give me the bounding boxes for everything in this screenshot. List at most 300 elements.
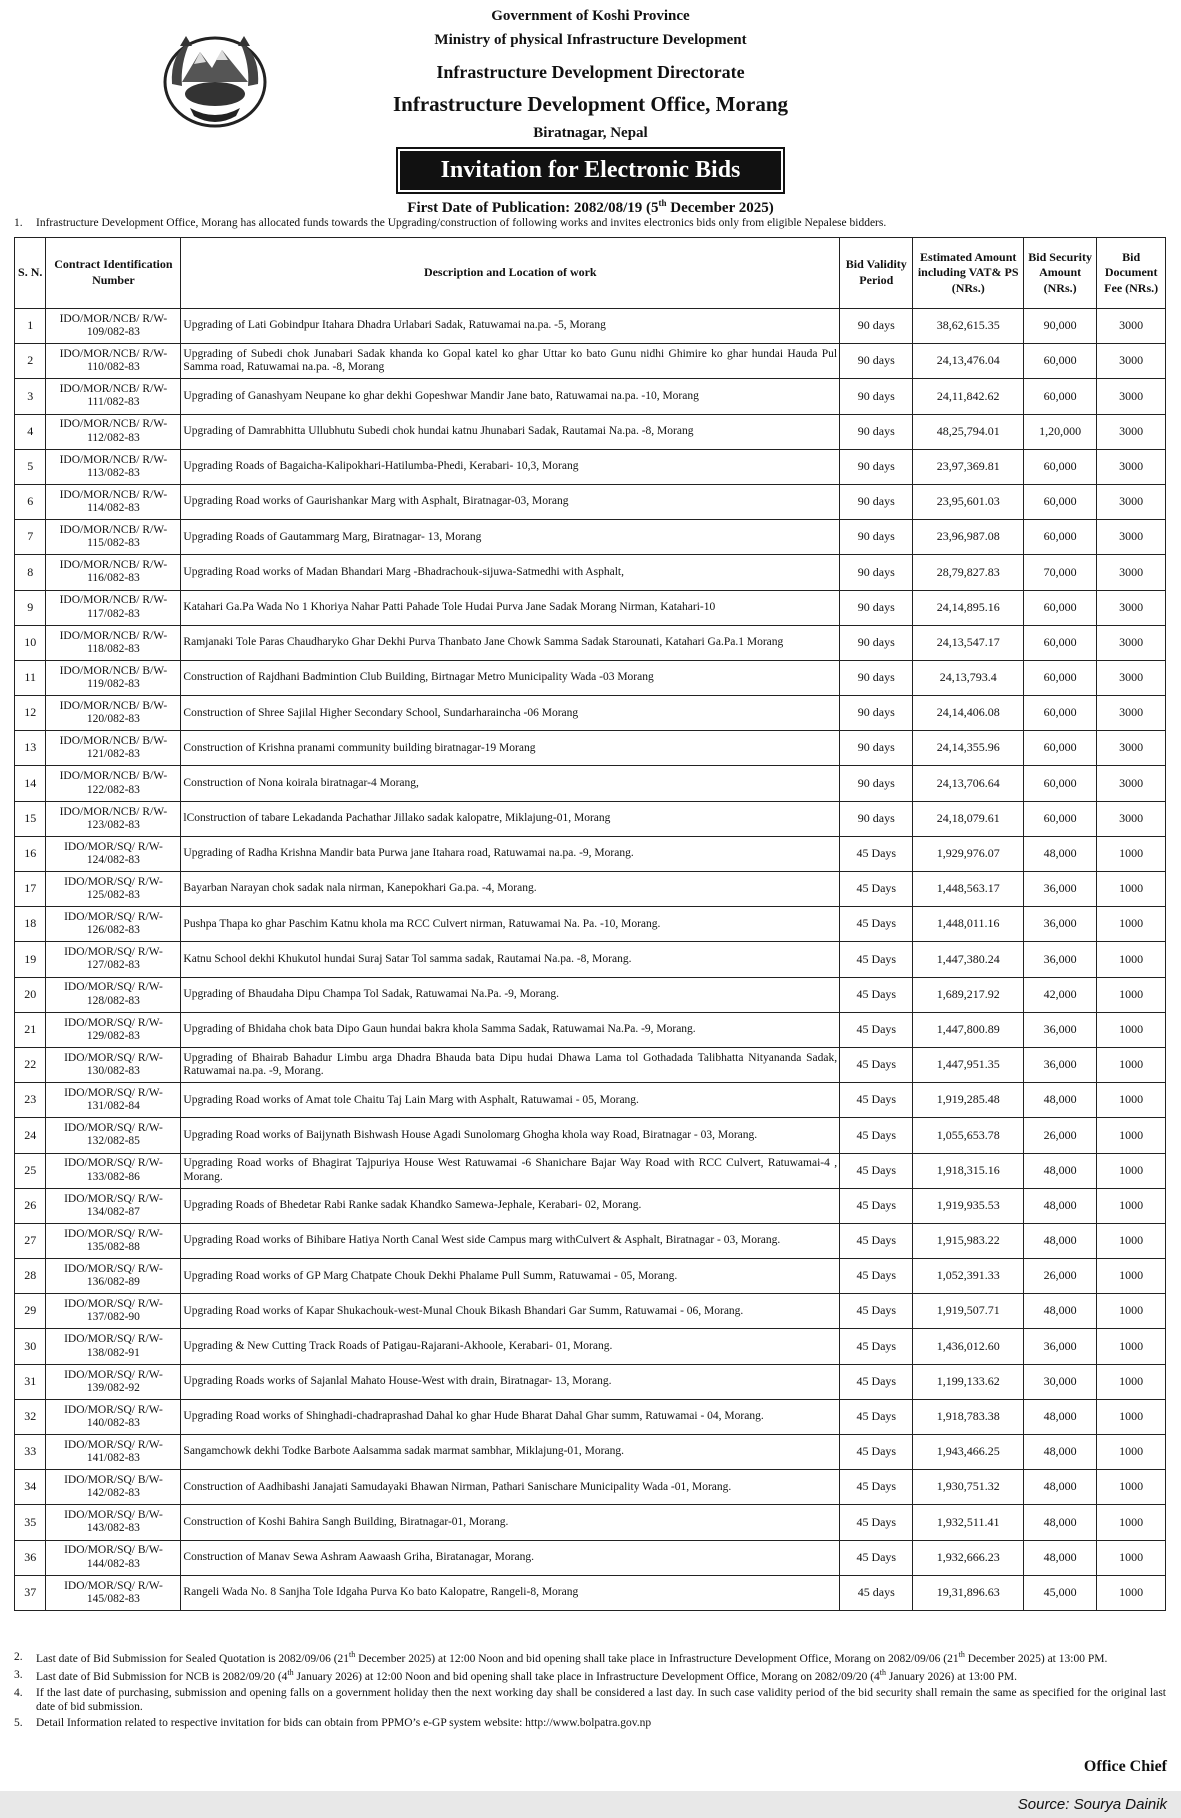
cell-fee: 1000 xyxy=(1097,1575,1166,1610)
header-amount: Estimated Amount including VAT& PS (NRs.) xyxy=(913,238,1024,309)
header-ministry: Ministry of physical Infrastructure Development xyxy=(434,32,747,48)
cell-contract-id: IDO/MOR/SQ/ R/W-128/082-83 xyxy=(46,977,181,1012)
cell-amount: 23,97,369.81 xyxy=(913,449,1024,484)
cell-contract-id: IDO/MOR/NCB/ R/W-112/082-83 xyxy=(46,414,181,449)
cell-description: Bayarban Narayan chok sadak nala nirman, Kanepokhari Ga.pa. -4, Morang. xyxy=(181,872,840,907)
cell-sn: 35 xyxy=(15,1505,46,1540)
cell-validity: 90 days xyxy=(840,520,913,555)
cell-security: 36,000 xyxy=(1023,907,1096,942)
table-row xyxy=(15,977,1166,1012)
cell-security: 60,000 xyxy=(1023,625,1096,660)
cell-description: Pushpa Thapa ko ghar Paschim Katnu khola ma RCC Culvert nirman, Ratuwamai Na. Pa. -10, Morang. xyxy=(181,907,840,942)
cell-description: Upgrading Road works of Baijynath Bishwash House Agadi Sunolomarg Ghogha khola way Road, Biratnagar - 03, Morang. xyxy=(181,1118,840,1153)
header-location: Biratnagar, Nepal xyxy=(533,125,648,141)
cell-security: 48,000 xyxy=(1023,1223,1096,1258)
cell-amount: 1,447,951.35 xyxy=(913,1047,1024,1082)
cell-validity: 45 Days xyxy=(840,1047,913,1082)
cell-fee: 3000 xyxy=(1097,625,1166,660)
table-row xyxy=(15,872,1166,907)
cell-sn: 1 xyxy=(15,309,46,344)
cell-validity: 45 Days xyxy=(840,1259,913,1294)
cell-description: Upgrading Roads of Gautammarg Marg, Biratnagar- 13, Morang xyxy=(181,520,840,555)
table-row xyxy=(15,1153,1166,1188)
cell-contract-id: IDO/MOR/NCB/ R/W-109/082-83 xyxy=(46,309,181,344)
cell-contract-id: IDO/MOR/NCB/ B/W-121/082-83 xyxy=(46,731,181,766)
cell-sn: 36 xyxy=(15,1540,46,1575)
cell-description: Construction of Aadhibashi Janajati Samudayaki Bhawan Nirman, Pathari Sanischare Municipality Wada -01, Morang. xyxy=(181,1470,840,1505)
cell-amount: 24,18,079.61 xyxy=(913,801,1024,836)
cell-validity: 90 days xyxy=(840,625,913,660)
signature-office-chief: Office Chief xyxy=(1083,1758,1167,1775)
cell-validity: 45 Days xyxy=(840,977,913,1012)
cell-validity: 90 days xyxy=(840,555,913,590)
cell-validity: 45 Days xyxy=(840,1153,913,1188)
cell-validity: 90 days xyxy=(840,766,913,801)
cell-sn: 24 xyxy=(15,1118,46,1153)
header-contract-id: Contract Identification Number xyxy=(46,238,181,309)
cell-security: 70,000 xyxy=(1023,555,1096,590)
cell-security: 26,000 xyxy=(1023,1118,1096,1153)
table-row xyxy=(15,1505,1166,1540)
cell-description: Upgrading Road works of Bhagirat Tajpuriya House West Ratuwamai -6 Shanichare Bajar Way Road with RCC Culvert, Ratuwamai-4 , Morang. xyxy=(181,1153,840,1188)
cell-contract-id: IDO/MOR/SQ/ R/W-132/082-85 xyxy=(46,1118,181,1153)
cell-sn: 33 xyxy=(15,1435,46,1470)
cell-validity: 45 Days xyxy=(840,1505,913,1540)
cell-sn: 27 xyxy=(15,1223,46,1258)
cell-amount: 1,943,466.25 xyxy=(913,1435,1024,1470)
cell-security: 30,000 xyxy=(1023,1364,1096,1399)
cell-contract-id: IDO/MOR/NCB/ B/W-120/082-83 xyxy=(46,696,181,731)
table-row xyxy=(15,1399,1166,1434)
cell-validity: 45 Days xyxy=(840,1223,913,1258)
table-row xyxy=(15,1083,1166,1118)
table-row xyxy=(15,907,1166,942)
notice-title: Invitation for Electronic Bids xyxy=(400,151,781,190)
cell-amount: 28,79,827.83 xyxy=(913,555,1024,590)
header-fee: Bid Document Fee (NRs.) xyxy=(1097,238,1166,309)
table-row xyxy=(15,942,1166,977)
cell-sn: 9 xyxy=(15,590,46,625)
cell-fee: 3000 xyxy=(1097,449,1166,484)
cell-sn: 16 xyxy=(15,836,46,871)
cell-security: 60,000 xyxy=(1023,766,1096,801)
cell-description: Upgrading of Bhairab Bahadur Limbu arga Dhadra Bhauda bata Dipu hudai Dhawa Lama tol Gothadada Talibhatta Nityananda Sadak, Ratuwamai na.pa. -9, Morang. xyxy=(181,1047,840,1082)
header-validity: Bid Validity Period xyxy=(840,238,913,309)
cell-security: 1,20,000 xyxy=(1023,414,1096,449)
cell-contract-id: IDO/MOR/SQ/ R/W-126/082-83 xyxy=(46,907,181,942)
cell-amount: 1,932,511.41 xyxy=(913,1505,1024,1540)
header-directorate: Infrastructure Development Directorate xyxy=(436,62,745,82)
cell-description: Upgrading Road works of Amat tole Chaitu Taj Lain Marg with Asphalt, Ratuwamai - 05, Morang. xyxy=(181,1083,840,1118)
cell-validity: 90 days xyxy=(840,484,913,519)
table-row xyxy=(15,731,1166,766)
cell-security: 48,000 xyxy=(1023,1399,1096,1434)
table-row xyxy=(15,1012,1166,1047)
cell-security: 48,000 xyxy=(1023,1294,1096,1329)
table-row xyxy=(15,1540,1166,1575)
cell-amount: 1,919,935.53 xyxy=(913,1188,1024,1223)
cell-amount: 1,918,315.16 xyxy=(913,1153,1024,1188)
cell-validity: 45 Days xyxy=(840,907,913,942)
cell-contract-id: IDO/MOR/SQ/ B/W-143/082-83 xyxy=(46,1505,181,1540)
cell-validity: 90 days xyxy=(840,801,913,836)
cell-contract-id: IDO/MOR/SQ/ R/W-141/082-83 xyxy=(46,1435,181,1470)
cell-fee: 1000 xyxy=(1097,836,1166,871)
cell-fee: 1000 xyxy=(1097,1012,1166,1047)
cell-fee: 1000 xyxy=(1097,1259,1166,1294)
cell-description: Upgrading Road works of GP Marg Chatpate Chouk Dekhi Phalame Pull Summ, Ratuwamai - 05, Morang. xyxy=(181,1259,840,1294)
cell-fee: 3000 xyxy=(1097,379,1166,414)
note-item: 3. Last date of Bid Submission for NCB is 2082/09/20 (4th January 2026) at 12:00 Noon and bid opening shall take place in Infrastructure Development Office, Morang on 2082/09/20 (4th January 2026) at 13:00 PM. xyxy=(14,1667,1017,1683)
publication-date: First Date of Publication: 2082/08/19 (5th December 2025) xyxy=(407,198,774,216)
cell-validity: 45 Days xyxy=(840,1329,913,1364)
table-row xyxy=(15,766,1166,801)
cell-validity: 45 Days xyxy=(840,1294,913,1329)
note-item: 4. If the last date of purchasing, submission and opening falls on a government holiday then the next working day shall be considered a last day. In such case validity period of the bid security shall remain the same as specified for the original last date of bid submission. xyxy=(14,1686,1166,1714)
cell-sn: 30 xyxy=(15,1329,46,1364)
cell-fee: 3000 xyxy=(1097,344,1166,379)
table-row xyxy=(15,1329,1166,1364)
table-row xyxy=(15,414,1166,449)
cell-amount: 24,14,355.96 xyxy=(913,731,1024,766)
cell-description: Upgrading Road works of Shinghadi-chadraprashad Dahal ko ghar Hude Bharat Dahal Ghar summ, Ratuwamai - 04, Morang. xyxy=(181,1399,840,1434)
cell-description: Katnu School dekhi Khukutol hundai Suraj Satar Tol samma sadak, Rautamai Na.pa. -8, Morang. xyxy=(181,942,840,977)
cell-security: 48,000 xyxy=(1023,1188,1096,1223)
cell-fee: 3000 xyxy=(1097,766,1166,801)
cell-sn: 5 xyxy=(15,449,46,484)
cell-security: 60,000 xyxy=(1023,590,1096,625)
cell-amount: 1,919,285.48 xyxy=(913,1083,1024,1118)
cell-sn: 31 xyxy=(15,1364,46,1399)
cell-security: 36,000 xyxy=(1023,942,1096,977)
table-row xyxy=(15,449,1166,484)
cell-sn: 11 xyxy=(15,660,46,695)
cell-security: 60,000 xyxy=(1023,520,1096,555)
cell-description: Ramjanaki Tole Paras Chaudharyko Ghar Dekhi Purva Thanbato Jane Chowk Samma Sadak Starounati, Katahari Ga.Pa.1 Morang xyxy=(181,625,840,660)
cell-validity: 45 Days xyxy=(840,1012,913,1047)
table-row xyxy=(15,379,1166,414)
cell-sn: 25 xyxy=(15,1153,46,1188)
cell-fee: 3000 xyxy=(1097,590,1166,625)
cell-security: 48,000 xyxy=(1023,1153,1096,1188)
cell-validity: 45 Days xyxy=(840,872,913,907)
table-row xyxy=(15,1294,1166,1329)
cell-contract-id: IDO/MOR/SQ/ R/W-130/082-83 xyxy=(46,1047,181,1082)
cell-description: Construction of Koshi Bahira Sangh Building, Biratnagar-01, Morang. xyxy=(181,1505,840,1540)
cell-validity: 45 Days xyxy=(840,942,913,977)
cell-security: 48,000 xyxy=(1023,1435,1096,1470)
cell-contract-id: IDO/MOR/NCB/ R/W-110/082-83 xyxy=(46,344,181,379)
cell-fee: 1000 xyxy=(1097,1083,1166,1118)
cell-sn: 29 xyxy=(15,1294,46,1329)
cell-sn: 15 xyxy=(15,801,46,836)
cell-sn: 14 xyxy=(15,766,46,801)
cell-amount: 24,14,406.08 xyxy=(913,696,1024,731)
cell-sn: 26 xyxy=(15,1188,46,1223)
cell-description: Upgrading of Subedi chok Junabari Sadak khanda ko Gopal katel ko ghar Uttar ko bato Gunu nidhi Ghimire ko ghar hundai Hauda Pul Samma road, Ratuwamai na.pa. -8, Morang xyxy=(181,344,840,379)
cell-contract-id: IDO/MOR/SQ/ R/W-125/082-83 xyxy=(46,872,181,907)
cell-description: Upgrading of Bhaudaha Dipu Champa Tol Sadak, Ratuwamai Na.Pa. -9, Morang. xyxy=(181,977,840,1012)
cell-amount: 1,055,653.78 xyxy=(913,1118,1024,1153)
cell-fee: 1000 xyxy=(1097,1223,1166,1258)
cell-fee: 1000 xyxy=(1097,1329,1166,1364)
cell-contract-id: IDO/MOR/SQ/ R/W-139/082-92 xyxy=(46,1364,181,1399)
cell-fee: 1000 xyxy=(1097,907,1166,942)
header-sn: S. N. xyxy=(15,238,46,309)
table-row xyxy=(15,1435,1166,1470)
cell-security: 48,000 xyxy=(1023,1083,1096,1118)
cell-sn: 17 xyxy=(15,872,46,907)
cell-security: 36,000 xyxy=(1023,1047,1096,1082)
cell-contract-id: IDO/MOR/SQ/ R/W-131/082-84 xyxy=(46,1083,181,1118)
cell-security: 36,000 xyxy=(1023,1329,1096,1364)
cell-security: 60,000 xyxy=(1023,801,1096,836)
cell-fee: 1000 xyxy=(1097,1470,1166,1505)
cell-contract-id: IDO/MOR/NCB/ R/W-113/082-83 xyxy=(46,449,181,484)
cell-security: 48,000 xyxy=(1023,1470,1096,1505)
cell-description: Upgrading & New Cutting Track Roads of Patigau-Rajarani-Akhoole, Kerabari- 01, Morang. xyxy=(181,1329,840,1364)
cell-security: 60,000 xyxy=(1023,344,1096,379)
cell-contract-id: IDO/MOR/SQ/ B/W-142/082-83 xyxy=(46,1470,181,1505)
note-item: 5. Detail Information related to respective invitation for bids can obtain from PPMO’s e-GP system website: http://www.bolpatra.gov.np xyxy=(14,1717,652,1730)
cell-sn: 12 xyxy=(15,696,46,731)
cell-amount: 38,62,615.35 xyxy=(913,309,1024,344)
cell-amount: 1,689,217.92 xyxy=(913,977,1024,1012)
cell-fee: 1000 xyxy=(1097,1118,1166,1153)
cell-fee: 1000 xyxy=(1097,942,1166,977)
cell-description: Upgrading Roads of Bagaicha-Kalipokhari-Hatilumba-Phedi, Kerabari- 10,3, Morang xyxy=(181,449,840,484)
cell-contract-id: IDO/MOR/NCB/ R/W-123/082-83 xyxy=(46,801,181,836)
cell-security: 60,000 xyxy=(1023,484,1096,519)
cell-validity: 90 days xyxy=(840,696,913,731)
cell-validity: 90 days xyxy=(840,379,913,414)
cell-amount: 1,930,751.32 xyxy=(913,1470,1024,1505)
cell-contract-id: IDO/MOR/SQ/ R/W-138/082-91 xyxy=(46,1329,181,1364)
table-header-row xyxy=(15,238,1166,309)
header-description: Description and Location of work xyxy=(181,238,840,309)
cell-security: 60,000 xyxy=(1023,660,1096,695)
cell-security: 36,000 xyxy=(1023,1012,1096,1047)
table-row xyxy=(15,1188,1166,1223)
cell-validity: 45 Days xyxy=(840,1435,913,1470)
cell-fee: 3000 xyxy=(1097,801,1166,836)
cell-amount: 23,96,987.08 xyxy=(913,520,1024,555)
cell-fee: 1000 xyxy=(1097,1540,1166,1575)
cell-description: Upgrading Road works of Madan Bhandari Marg -Bhadrachouk-sijuwa-Satmedhi with Asphalt, xyxy=(181,555,840,590)
cell-sn: 3 xyxy=(15,379,46,414)
header-security: Bid Security Amount (NRs.) xyxy=(1023,238,1096,309)
cell-security: 36,000 xyxy=(1023,872,1096,907)
cell-amount: 1,447,800.89 xyxy=(913,1012,1024,1047)
table-row xyxy=(15,836,1166,871)
cell-contract-id: IDO/MOR/SQ/ R/W-136/082-89 xyxy=(46,1259,181,1294)
table-row xyxy=(15,625,1166,660)
table-row xyxy=(15,590,1166,625)
table-row xyxy=(15,555,1166,590)
cell-contract-id: IDO/MOR/SQ/ R/W-129/082-83 xyxy=(46,1012,181,1047)
cell-contract-id: IDO/MOR/SQ/ R/W-133/082-86 xyxy=(46,1153,181,1188)
cell-fee: 1000 xyxy=(1097,1294,1166,1329)
source-bar xyxy=(0,1791,1181,1818)
cell-validity: 90 days xyxy=(840,660,913,695)
cell-contract-id: IDO/MOR/SQ/ R/W-127/082-83 xyxy=(46,942,181,977)
cell-contract-id: IDO/MOR/NCB/ R/W-117/082-83 xyxy=(46,590,181,625)
cell-description: Construction of Rajdhani Badmintion Club Building, Birtnagar Metro Municipality Wada -03 Morang xyxy=(181,660,840,695)
table-row xyxy=(15,1575,1166,1610)
cell-description: Construction of Shree Sajilal Higher Secondary School, Sundarharaincha -06 Morang xyxy=(181,696,840,731)
cell-sn: 2 xyxy=(15,344,46,379)
cell-amount: 1,052,391.33 xyxy=(913,1259,1024,1294)
cell-fee: 1000 xyxy=(1097,1399,1166,1434)
cell-fee: 3000 xyxy=(1097,660,1166,695)
cell-validity: 45 Days xyxy=(840,1399,913,1434)
cell-contract-id: IDO/MOR/NCB/ R/W-116/082-83 xyxy=(46,555,181,590)
cell-amount: 1,436,012.60 xyxy=(913,1329,1024,1364)
cell-description: Upgrading of Ganashyam Neupane ko ghar dekhi Gopeshwar Mandir Jane bato, Ratuwamai na.pa. -10, Morang xyxy=(181,379,840,414)
cell-security: 26,000 xyxy=(1023,1259,1096,1294)
cell-contract-id: IDO/MOR/SQ/ R/W-124/082-83 xyxy=(46,836,181,871)
cell-sn: 20 xyxy=(15,977,46,1012)
cell-validity: 45 Days xyxy=(840,1118,913,1153)
cell-sn: 32 xyxy=(15,1399,46,1434)
cell-amount: 24,13,793.4 xyxy=(913,660,1024,695)
cell-amount: 48,25,794.01 xyxy=(913,414,1024,449)
table-row xyxy=(15,1047,1166,1082)
cell-security: 60,000 xyxy=(1023,696,1096,731)
cell-amount: 1,929,976.07 xyxy=(913,836,1024,871)
cell-fee: 1000 xyxy=(1097,1153,1166,1188)
cell-security: 48,000 xyxy=(1023,1505,1096,1540)
cell-description: Upgrading Road works of Gaurishankar Marg with Asphalt, Biratnagar-03, Morang xyxy=(181,484,840,519)
cell-fee: 1000 xyxy=(1097,1435,1166,1470)
cell-description: Upgrading of Bhidaha chok bata Dipo Gaun hundai bakra khola Samma Sadak, Ratuwamai Na.Pa. -9, Morang. xyxy=(181,1012,840,1047)
cell-sn: 28 xyxy=(15,1259,46,1294)
cell-security: 60,000 xyxy=(1023,731,1096,766)
table-row xyxy=(15,1364,1166,1399)
cell-security: 90,000 xyxy=(1023,309,1096,344)
cell-amount: 24,13,476.04 xyxy=(913,344,1024,379)
cell-security: 60,000 xyxy=(1023,449,1096,484)
cell-validity: 90 days xyxy=(840,590,913,625)
cell-validity: 45 Days xyxy=(840,1083,913,1118)
cell-amount: 24,14,895.16 xyxy=(913,590,1024,625)
table-row xyxy=(15,801,1166,836)
cell-fee: 1000 xyxy=(1097,977,1166,1012)
cell-amount: 1,918,783.38 xyxy=(913,1399,1024,1434)
cell-sn: 8 xyxy=(15,555,46,590)
intro-number: 1. xyxy=(14,217,23,229)
table-body xyxy=(15,309,1166,1611)
cell-contract-id: IDO/MOR/SQ/ R/W-135/082-88 xyxy=(46,1223,181,1258)
cell-fee: 3000 xyxy=(1097,555,1166,590)
table-row xyxy=(15,696,1166,731)
cell-validity: 90 days xyxy=(840,414,913,449)
cell-security: 48,000 xyxy=(1023,1540,1096,1575)
header-office: Infrastructure Development Office, Morang xyxy=(392,92,788,116)
cell-validity: 45 Days xyxy=(840,1188,913,1223)
cell-sn: 22 xyxy=(15,1047,46,1082)
cell-amount: 19,31,896.63 xyxy=(913,1575,1024,1610)
cell-fee: 3000 xyxy=(1097,520,1166,555)
cell-description: Upgrading Road works of Kapar Shukachouk-west-Munal Chouk Bikash Bhandari Gar Summ, Ratuwamai - 06, Morang. xyxy=(181,1294,840,1329)
cell-security: 42,000 xyxy=(1023,977,1096,1012)
bids-table xyxy=(14,237,1166,1611)
cell-contract-id: IDO/MOR/SQ/ B/W-144/082-83 xyxy=(46,1540,181,1575)
table-row xyxy=(15,1470,1166,1505)
cell-description: Upgrading Roads of Bhedetar Rabi Ranke sadak Khandko Samewa-Jephale, Kerabari- 02, Morang. xyxy=(181,1188,840,1223)
cell-amount: 24,13,547.17 xyxy=(913,625,1024,660)
cell-amount: 1,448,563.17 xyxy=(913,872,1024,907)
cell-security: 60,000 xyxy=(1023,379,1096,414)
cell-validity: 90 days xyxy=(840,309,913,344)
cell-contract-id: IDO/MOR/NCB/ B/W-119/082-83 xyxy=(46,660,181,695)
table-row xyxy=(15,1259,1166,1294)
cell-validity: 90 days xyxy=(840,449,913,484)
cell-amount: 1,447,380.24 xyxy=(913,942,1024,977)
header-government: Government of Koshi Province xyxy=(491,8,690,24)
cell-fee: 1000 xyxy=(1097,1047,1166,1082)
table-row xyxy=(15,344,1166,379)
cell-sn: 21 xyxy=(15,1012,46,1047)
cell-description: Upgrading Road works of Bihibare Hatiya North Canal West side Campus marg withCulvert & Asphalt, Biratnagar - 03, Morang. xyxy=(181,1223,840,1258)
cell-contract-id: IDO/MOR/NCB/ R/W-118/082-83 xyxy=(46,625,181,660)
cell-contract-id: IDO/MOR/NCB/ R/W-114/082-83 xyxy=(46,484,181,519)
cell-description: Katahari Ga.Pa Wada No 1 Khoriya Nahar Patti Pahade Tole Hudai Purva Jane Sadak Morang Nirman, Katahari-10 xyxy=(181,590,840,625)
cell-description: Upgrading Roads works of Sajanlal Mahato House-West with drain, Biratnagar- 13, Morang. xyxy=(181,1364,840,1399)
cell-validity: 45 Days xyxy=(840,1540,913,1575)
cell-contract-id: IDO/MOR/SQ/ R/W-145/082-83 xyxy=(46,1575,181,1610)
cell-description: Upgrading of Lati Gobindpur Itahara Dhadra Urlabari Sadak, Ratuwamai na.pa. -5, Morang xyxy=(181,309,840,344)
cell-fee: 3000 xyxy=(1097,731,1166,766)
table-row xyxy=(15,660,1166,695)
cell-validity: 90 days xyxy=(840,731,913,766)
cell-validity: 45 days xyxy=(840,1575,913,1610)
cell-security: 48,000 xyxy=(1023,836,1096,871)
cell-sn: 34 xyxy=(15,1470,46,1505)
table-row xyxy=(15,1118,1166,1153)
cell-contract-id: IDO/MOR/NCB/ B/W-122/082-83 xyxy=(46,766,181,801)
cell-validity: 90 days xyxy=(840,344,913,379)
intro-paragraph xyxy=(14,217,1174,229)
cell-fee: 3000 xyxy=(1097,414,1166,449)
cell-amount: 24,13,706.64 xyxy=(913,766,1024,801)
cell-contract-id: IDO/MOR/NCB/ R/W-115/082-83 xyxy=(46,520,181,555)
intro-text: Infrastructure Development Office, Morang has allocated funds towards the Upgrading/construction of following works and invites electronics bids only from eligible Nepalese bidders. xyxy=(36,217,887,229)
cell-description: Upgrading of Damrabhitta Ullubhutu Subedi chok hundai katnu Jhunabari Sadak, Rautamai Na.pa. -8, Morang xyxy=(181,414,840,449)
cell-amount: 1,915,983.22 xyxy=(913,1223,1024,1258)
cell-contract-id: IDO/MOR/NCB/ R/W-111/082-83 xyxy=(46,379,181,414)
cell-contract-id: IDO/MOR/SQ/ R/W-140/082-83 xyxy=(46,1399,181,1434)
cell-validity: 45 Days xyxy=(840,836,913,871)
cell-contract-id: IDO/MOR/SQ/ R/W-134/082-87 xyxy=(46,1188,181,1223)
source-credit: Source: Sourya Dainik xyxy=(1017,1796,1167,1813)
cell-description: Upgrading of Radha Krishna Mandir bata Purwa jane Itahara road, Ratuwamai na.pa. -9, Morang. xyxy=(181,836,840,871)
cell-sn: 13 xyxy=(15,731,46,766)
cell-security: 45,000 xyxy=(1023,1575,1096,1610)
cell-fee: 1000 xyxy=(1097,872,1166,907)
cell-fee: 1000 xyxy=(1097,1364,1166,1399)
notes-list xyxy=(14,1650,1166,1732)
cell-fee: 1000 xyxy=(1097,1505,1166,1540)
cell-amount: 24,11,842.62 xyxy=(913,379,1024,414)
cell-contract-id: IDO/MOR/SQ/ R/W-137/082-90 xyxy=(46,1294,181,1329)
cell-description: Construction of Nona koirala biratnagar-4 Morang, xyxy=(181,766,840,801)
cell-sn: 7 xyxy=(15,520,46,555)
note-item: 2. Last date of Bid Submission for Sealed Quotation is 2082/09/06 (21th December 2025) at 12:00 Noon and bid opening shall take place in Infrastructure Development Office, Morang on 2082/09/06 (21th December 2025) at 13:00 PM. xyxy=(14,1650,1108,1665)
cell-description: Rangeli Wada No. 8 Sanjha Tole Idgaha Purva Ko bato Kalopatre, Rangeli-8, Morang xyxy=(181,1575,840,1610)
cell-amount: 1,448,011.16 xyxy=(913,907,1024,942)
cell-description: Construction of Krishna pranami community building biratnagar-19 Morang xyxy=(181,731,840,766)
